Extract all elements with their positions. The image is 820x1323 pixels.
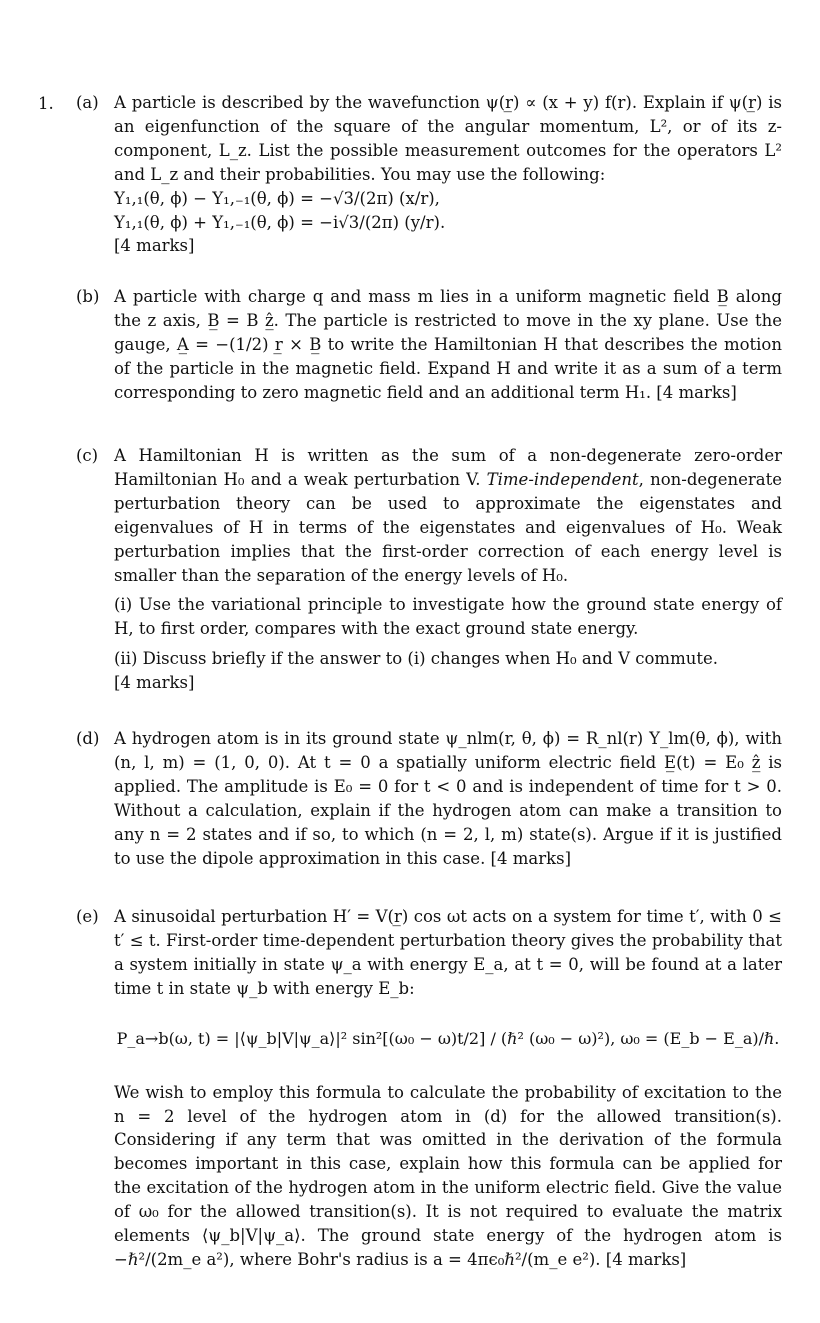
part-d [76, 727, 782, 870]
part-a-equation-2: Y₁,₁(θ, ϕ) + Y₁,₋₁(θ, ϕ) = −i√3/(2π) (y/r). [114, 212, 446, 232]
part-a-label: (a) [76, 93, 99, 112]
part-e-text-2: We wish to employ this formula to calculate the probability of excitation to the n = 2 level of the hydrogen atom in (d) for the allowed transition(s). Considering if any term that was omitted in the derivation of the formula becomes important in this case, explain how this formula can be applied for the excitation of the hydrogen atom in the uniform electric field. Give the value of ω₀ for the allowed transition(s). It is not required to evaluate the matrix elements ⟨ψ_b|V|ψ_a⟩. The ground state energy of the hydrogen atom is −ℏ²/(2m_e a²), where Bohr's radius is a = 4πϵ₀ℏ²/(m_e e²). [4 marks] [114, 1082, 782, 1269]
part-c-text-before: A Hamiltonian H is written as the sum of a non-degenerate zero-order Hamiltonian H₀ and a weak perturbation V. [114, 446, 782, 489]
part-c-text [114, 444, 782, 587]
part-c-emphasis: Time-independent [486, 469, 639, 489]
part-b-text: A particle with charge q and mass m lies in a uniform magnetic field B̲ along the z axis, B̲ = B ẑ̲. The particle is restricted to move in the xy plane. Use the gauge, A̲ = −(1/2) r̲ × B̲ to write the Hamiltonian H that describes the motion of the particle in the magnetic field. Expand H and write it as a sum of a term corresponding to zero magnetic field and an additional term H₁. [4 marks] [114, 287, 782, 402]
part-b [76, 285, 782, 405]
part-c-subquestion-ii: (ii) Discuss briefly if the answer to (i) changes when H₀ and V commute. [114, 649, 718, 669]
part-c-text-after: , non-degenerate perturbation theory can be used to approximate the eigenstates and eigenvalues of H in terms of the eigenstates and eigenvalues of H₀. Weak perturbation implies that the first-order correction of each energy level is smaller than the separation of the energy levels of H₀. [114, 469, 783, 585]
part-a-marks: [4 marks] [114, 236, 195, 256]
part-e-body [114, 905, 782, 1272]
part-a-text: A particle is described by the wavefunction ψ(r̲) ∝ (x + y) f(r). Explain if ψ(r̲) is an eigenfunction of the square of the angular momentum, L², or of its z-component, L_z. List the possible measurement outcomes for the operators L² and L_z and their probabilities. You may use the following: [114, 93, 782, 184]
part-d-body [114, 727, 782, 870]
part-d-text: A hydrogen atom is in its ground state ψ_nlm(r, θ, ϕ) = R_nl(r) Y_lm(θ, ϕ), with (n, l, m) = (1, 0, 0). At t = 0 a spatially uniform electric field E̲(t) = E₀ ẑ̲ is applied. The amplitude is E₀ = 0 for t < 0 and is independent of time for t > 0. Without a calculation, explain if the hydrogen atom can make a transition to any n = 2 states and if so, to which (n = 2, l, m) state(s). Argue if it is justified to use the dipole approximation in this case. [4 marks] [114, 729, 782, 868]
part-c-marks: [4 marks] [114, 673, 195, 693]
part-e-label: (e) [76, 907, 99, 926]
question-number: 1. [38, 94, 54, 113]
part-e-text: A sinusoidal perturbation H′ = V(r̲) cos ωt acts on a system for time t′, with 0 ≤ t′ ≤ t. First-order time-dependent perturbation theory gives the probability that a system initially in state ψ_a with energy E_a, at t = 0, will be found at a later time t in state ψ_b with energy E_b: [114, 907, 782, 998]
part-a-equation-1: Y₁,₁(θ, ϕ) − Y₁,₋₁(θ, ϕ) = −√3/(2π) (x/r), [114, 188, 440, 208]
part-c-body [114, 444, 782, 695]
part-c-subquestion-i: (i) Use the variational principle to investigate how the ground state energy of H, to first order, compares with the exact ground state energy. [114, 595, 782, 639]
part-d-label: (d) [76, 729, 100, 748]
transition-probability-formula: P_a→b(ω, t) = |⟨ψ_b|V|ψ_a⟩|² sin²[(ω₀ − ω)t/2] / (ℏ² (ω₀ − ω)²), ω₀ = (E_b − E_a)/ℏ. [116, 1028, 780, 1048]
part-c [76, 444, 782, 695]
part-c-label: (c) [76, 446, 99, 465]
part-b-label: (b) [76, 287, 100, 306]
part-a-body [114, 91, 782, 258]
part-b-body [114, 285, 782, 405]
part-e [76, 905, 782, 1272]
part-a [76, 91, 782, 258]
